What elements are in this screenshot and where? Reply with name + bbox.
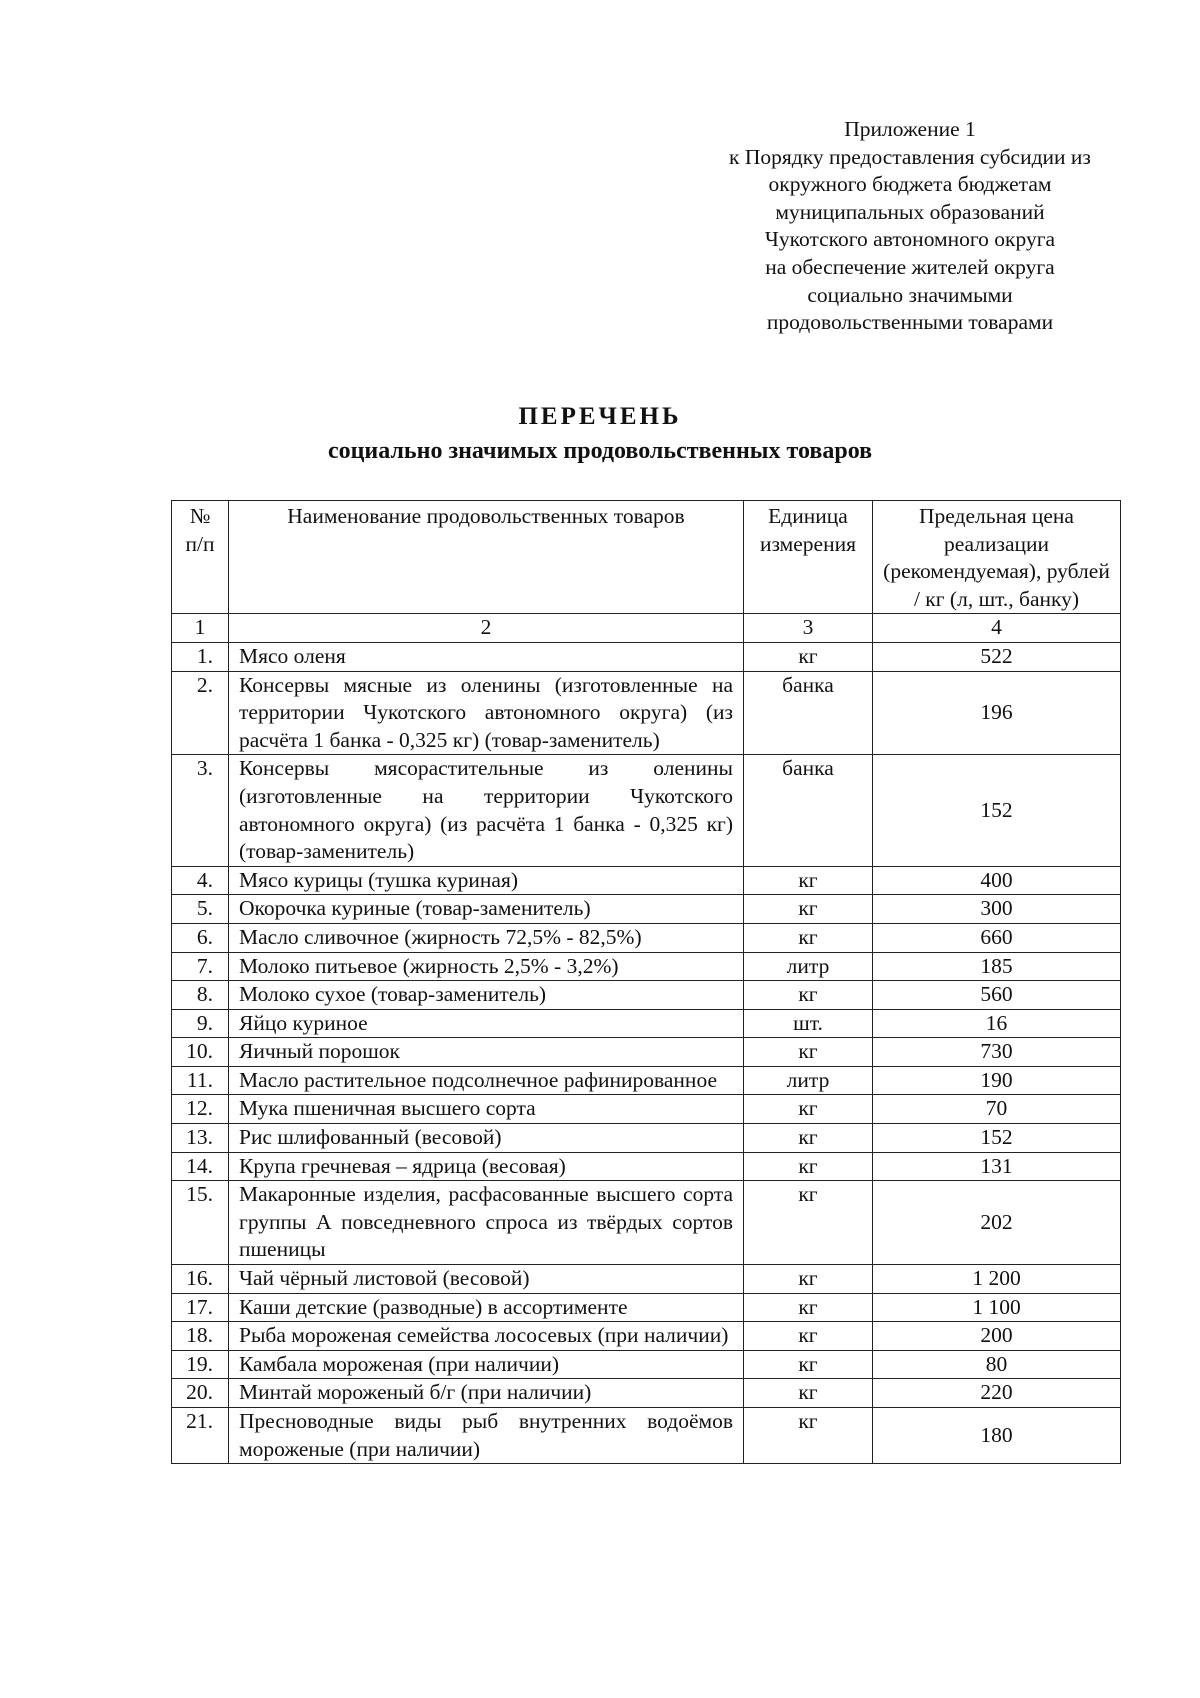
header-number-label: п/п [185, 531, 215, 556]
row-number: 12. [172, 1095, 229, 1124]
appendix-line: окружного бюджета бюджетам [768, 172, 1052, 197]
appendix-line: на обеспечение жителей округа [765, 254, 1055, 279]
row-unit: литр [744, 1066, 873, 1095]
table-row [172, 1265, 1121, 1294]
column-index: 3 [744, 614, 873, 643]
row-number: 8. [172, 981, 229, 1010]
row-number: 4. [172, 866, 229, 895]
row-product-name: Рыба мороженая семейства лососевых (при наличии) [229, 1322, 744, 1351]
column-index: 1 [172, 614, 229, 643]
table-header-row [172, 501, 1121, 614]
row-product-name: Минтай мороженый б/г (при наличии) [229, 1379, 744, 1408]
document-title [0, 400, 1200, 468]
row-product-name: Молоко питьевое (жирность 2,5% - 3,2%) [229, 952, 744, 981]
row-product-name: Чай чёрный листовой (весовой) [229, 1265, 744, 1294]
header-name: Наименование продовольственных товаров [229, 501, 744, 614]
row-unit: кг [744, 1379, 873, 1408]
row-price: 560 [873, 981, 1121, 1010]
row-price: 190 [873, 1066, 1121, 1095]
row-unit: кг [744, 1124, 873, 1153]
row-unit: кг [744, 1322, 873, 1351]
header-number [172, 501, 229, 614]
row-number: 9. [172, 1009, 229, 1038]
table-row [172, 1038, 1121, 1067]
row-unit: литр [744, 952, 873, 981]
row-price: 185 [873, 952, 1121, 981]
row-unit: банка [744, 671, 873, 755]
row-number: 15. [172, 1181, 229, 1265]
row-number: 16. [172, 1265, 229, 1294]
header-number-symbol: № [189, 504, 211, 528]
appendix-line: продовольственными товарами [766, 310, 1054, 335]
row-product-name: Каши детские (разводные) в ассортименте [229, 1293, 744, 1322]
goods-table [171, 500, 1121, 1464]
row-number: 7. [172, 952, 229, 981]
table-row [172, 866, 1121, 895]
row-price: 196 [873, 671, 1121, 755]
table-row [172, 755, 1121, 866]
row-price: 660 [873, 923, 1121, 952]
row-number: 14. [172, 1152, 229, 1181]
appendix-line: социально значимыми [807, 282, 1013, 307]
table-row [172, 1322, 1121, 1351]
table-row [172, 1408, 1121, 1464]
row-unit: кг [744, 1095, 873, 1124]
row-unit: кг [744, 1293, 873, 1322]
appendix-caption [690, 116, 1130, 337]
row-price: 300 [873, 895, 1121, 924]
row-product-name: Окорочка куриные (товар-заменитель) [229, 895, 744, 924]
row-number: 3. [172, 755, 229, 866]
header-unit: Единица измерения [744, 501, 873, 614]
row-product-name: Мясо курицы (тушка куриная) [229, 866, 744, 895]
row-unit: кг [744, 1181, 873, 1265]
row-product-name: Масло растительное подсолнечное рафинированное [229, 1066, 744, 1095]
appendix-line: муниципальных образований [775, 199, 1045, 224]
row-price: 152 [873, 755, 1121, 866]
row-product-name: Молоко сухое (товар-заменитель) [229, 981, 744, 1010]
table-row [172, 1095, 1121, 1124]
row-product-name: Масло сливочное (жирность 72,5% - 82,5%) [229, 923, 744, 952]
row-number: 20. [172, 1379, 229, 1408]
column-index: 2 [229, 614, 744, 643]
row-number: 13. [172, 1124, 229, 1153]
row-price: 131 [873, 1152, 1121, 1181]
row-unit: кг [744, 923, 873, 952]
row-product-name: Яичный порошок [229, 1038, 744, 1067]
table-row [172, 1009, 1121, 1038]
row-price: 220 [873, 1379, 1121, 1408]
row-price: 16 [873, 1009, 1121, 1038]
row-price: 522 [873, 642, 1121, 671]
row-unit: кг [744, 1038, 873, 1067]
row-product-name: Мясо оленя [229, 642, 744, 671]
row-number: 17. [172, 1293, 229, 1322]
row-unit: кг [744, 866, 873, 895]
row-number: 5. [172, 895, 229, 924]
table-row [172, 1293, 1121, 1322]
title-subtitle: социально значимых продовольственных товаров [327, 438, 873, 464]
row-unit: кг [744, 642, 873, 671]
row-product-name: Консервы мясные из оленины (изготовленные на территории Чукотского автономного округа) (из расчёта 1 банка - 0,325 кг) (товар-заменитель) [229, 671, 744, 755]
row-unit: шт. [744, 1009, 873, 1038]
row-unit: кг [744, 1408, 873, 1464]
table-row [172, 895, 1121, 924]
title-main: ПЕРЕЧЕНЬ [518, 403, 682, 430]
row-product-name: Яйцо куриное [229, 1009, 744, 1038]
row-price: 1 200 [873, 1265, 1121, 1294]
row-product-name: Макаронные изделия, расфасованные высшего сорта группы А повседневного спроса из твёрдых сортов пшеницы [229, 1181, 744, 1265]
row-unit: кг [744, 895, 873, 924]
table-row [172, 1152, 1121, 1181]
row-product-name: Камбала мороженая (при наличии) [229, 1350, 744, 1379]
appendix-line: Чукотского автономного округа [764, 227, 1056, 252]
row-product-name: Пресноводные виды рыб внутренних водоёмов мороженые (при наличии) [229, 1408, 744, 1464]
row-number: 6. [172, 923, 229, 952]
row-number: 21. [172, 1408, 229, 1464]
row-number: 11. [172, 1066, 229, 1095]
row-price: 152 [873, 1124, 1121, 1153]
row-product-name: Крупа гречневая – ядрица (весовая) [229, 1152, 744, 1181]
row-number: 1. [172, 642, 229, 671]
table-row [172, 671, 1121, 755]
row-unit: кг [744, 1350, 873, 1379]
row-price: 70 [873, 1095, 1121, 1124]
table-row [172, 952, 1121, 981]
row-number: 18. [172, 1322, 229, 1351]
row-price: 730 [873, 1038, 1121, 1067]
row-product-name: Рис шлифованный (весовой) [229, 1124, 744, 1153]
row-price: 202 [873, 1181, 1121, 1265]
row-number: 10. [172, 1038, 229, 1067]
row-number: 19. [172, 1350, 229, 1379]
table-row [172, 923, 1121, 952]
row-product-name: Консервы мясорастительные из оленины (изготовленные на территории Чукотского автономного округа) (из расчёта 1 банка - 0,325 кг) (товар-заменитель) [229, 755, 744, 866]
row-price: 1 100 [873, 1293, 1121, 1322]
row-product-name: Мука пшеничная высшего сорта [229, 1095, 744, 1124]
table-row [172, 981, 1121, 1010]
row-unit: банка [744, 755, 873, 866]
table-row [172, 1066, 1121, 1095]
column-index: 4 [873, 614, 1121, 643]
row-unit: кг [744, 981, 873, 1010]
row-unit: кг [744, 1265, 873, 1294]
table-row [172, 642, 1121, 671]
appendix-line: к Порядку предоставления субсидии из [729, 144, 1091, 169]
table-row [172, 1350, 1121, 1379]
table-row [172, 1124, 1121, 1153]
row-unit: кг [744, 1152, 873, 1181]
row-price: 180 [873, 1408, 1121, 1464]
column-index-row [172, 614, 1121, 643]
row-price: 400 [873, 866, 1121, 895]
table-row [172, 1181, 1121, 1265]
appendix-line: Приложение 1 [844, 117, 976, 141]
header-price: Предельная цена реализации (рекомендуемая), рублей / кг (л, шт., банку) [873, 501, 1121, 614]
table-row [172, 1379, 1121, 1408]
row-price: 200 [873, 1322, 1121, 1351]
row-price: 80 [873, 1350, 1121, 1379]
row-number: 2. [172, 671, 229, 755]
